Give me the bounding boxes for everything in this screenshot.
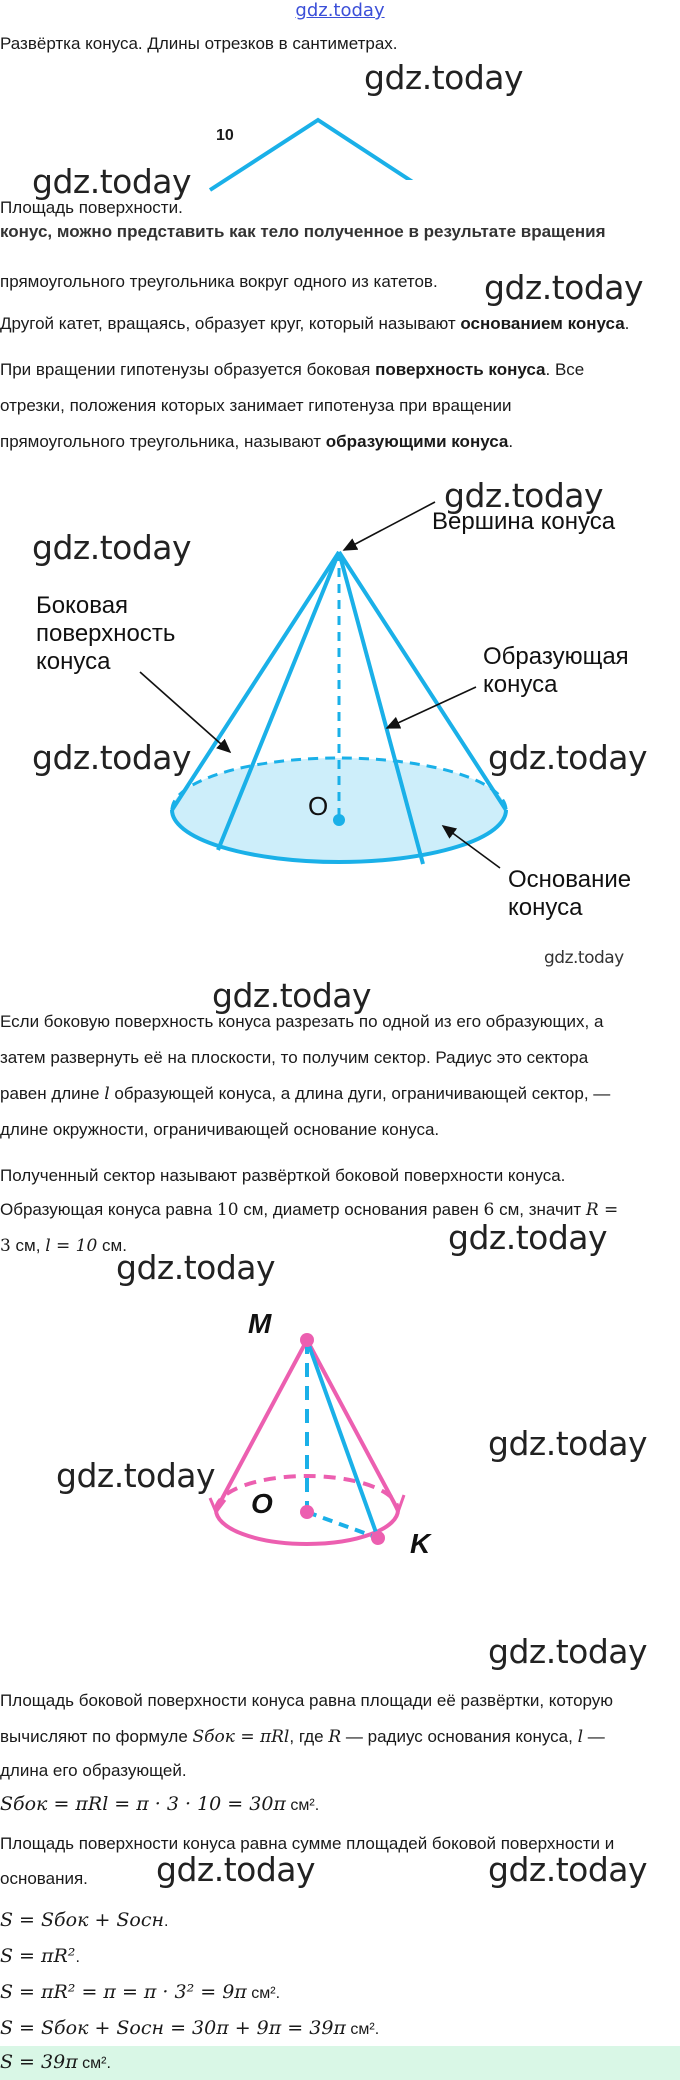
label-generatrix: Образующая конуса [483, 643, 629, 698]
label-o: O [251, 1488, 273, 1519]
watermark: gdz.today [116, 1248, 276, 1287]
point-m [300, 1333, 314, 1347]
para3-line4: длине окружности, ограничивающей основание конуса. [0, 1120, 440, 1139]
watermark: gdz.today [32, 738, 192, 777]
segment-length-label: 10 [216, 127, 234, 144]
watermark: gdz.today [488, 1632, 648, 1671]
base-center-point [333, 814, 345, 826]
cutoff-line: конус, можно представить как тело полученное в результате вращения [0, 226, 606, 241]
para2-line2: отрезки, положения которых занимает гипотенуза при вращении [0, 396, 512, 415]
para2-line1: При вращении гипотенузы образуется боковая поверхность конуса. Все [0, 360, 585, 379]
watermark: gdz.today [56, 1456, 216, 1495]
para6-line2: основания. [0, 1869, 88, 1888]
arc-tick-right [390, 1495, 404, 1512]
para3-line3: равен длине l образующей конуса, а длина дуги, ограничивающей сектор, — [0, 1084, 611, 1104]
apex-arrow [344, 502, 435, 550]
cone-left-edge [216, 1340, 307, 1510]
watermark: gdz.today [484, 268, 644, 307]
term-generatrix: образующими конуса [325, 432, 509, 451]
para1-line1: прямоугольного треугольника вокруг одного из катетов. [0, 272, 438, 291]
formula-total-calc: S = Sбок + Sосн = 30π + 9π = 39π см². [0, 2017, 380, 2039]
para3-line1: Если боковую поверхность конуса разрезать по одной из его образующих, а [0, 1012, 604, 1031]
watermark: gdz.today [32, 162, 192, 201]
figure-caption: Развёртка конуса. Длины отрезков в сантиметрах. [0, 34, 398, 53]
label-base: Основание конуса [508, 866, 632, 921]
watermark: gdz.today [444, 476, 604, 515]
formula-total-area: S = Sбок + Sосн. [0, 1909, 169, 1931]
watermark: gdz.today [488, 1424, 648, 1463]
para5-line1: Площадь боковой поверхности конуса равна площади её развёртки, которую [0, 1691, 614, 1710]
para4-line2: Образующая конуса равна 10 см, диаметр основания равен 6 см, значит R = [0, 1200, 619, 1220]
watermark: gdz.today [448, 1218, 608, 1257]
label-center-o: O [308, 791, 329, 821]
para3-line2: затем развернуть её на плоскости, то получим сектор. Радиус это сектора [0, 1048, 589, 1067]
term-base: основанием конуса [460, 314, 625, 333]
term-lateral-surface: поверхность конуса [375, 360, 546, 379]
watermark: gdz.today [364, 58, 524, 97]
watermark: gdz.today [156, 1850, 316, 1889]
section-heading: Площадь поверхности. [0, 198, 183, 217]
para5-line2: вычисляют по формуле Sбок = πRl, где R — радиус основания конуса, l — [0, 1727, 605, 1747]
label-k: K [410, 1528, 431, 1559]
final-answer: S = 39π см². [0, 2046, 680, 2080]
generatrix-mk [307, 1340, 378, 1538]
point-o [300, 1505, 314, 1519]
site-link[interactable]: gdz.today [295, 0, 385, 21]
formula-base-area: S = πR². [0, 1945, 80, 1967]
cone-right-edge [307, 1340, 398, 1510]
point-k [371, 1531, 385, 1545]
watermark: gdz.today [544, 948, 624, 968]
para2-line3: прямоугольного треугольника, называют образующими конуса. [0, 432, 514, 451]
label-apex: Вершина конуса [432, 508, 616, 535]
sector-outline [210, 120, 425, 190]
watermark: gdz.today [488, 1850, 648, 1889]
label-m: M [248, 1308, 272, 1339]
watermark: gdz.today [488, 738, 648, 777]
watermark: gdz.today [32, 528, 192, 567]
para4-line1: Полученный сектор называют развёрткой боковой поверхности конуса. [0, 1166, 566, 1185]
label-lateral: Боковая поверхность конуса [36, 592, 176, 675]
formula-lateral-area: Sбок = πRl = π · 3 · 10 = 30π см². [0, 1793, 320, 1815]
para5-line3: длина его образующей. [0, 1761, 187, 1780]
watermark: gdz.today [212, 976, 372, 1015]
para4-line3: 3 см, l = 10 см. [0, 1236, 127, 1256]
formula-base-calc: S = πR² = π = π · 3² = 9π см². [0, 1981, 281, 2003]
para1-line2: Другой катет, вращаясь, образует круг, который называют основанием конуса. [0, 314, 630, 333]
para6-line1: Площадь поверхности конуса равна сумме площадей боковой поверхности и [0, 1834, 615, 1853]
